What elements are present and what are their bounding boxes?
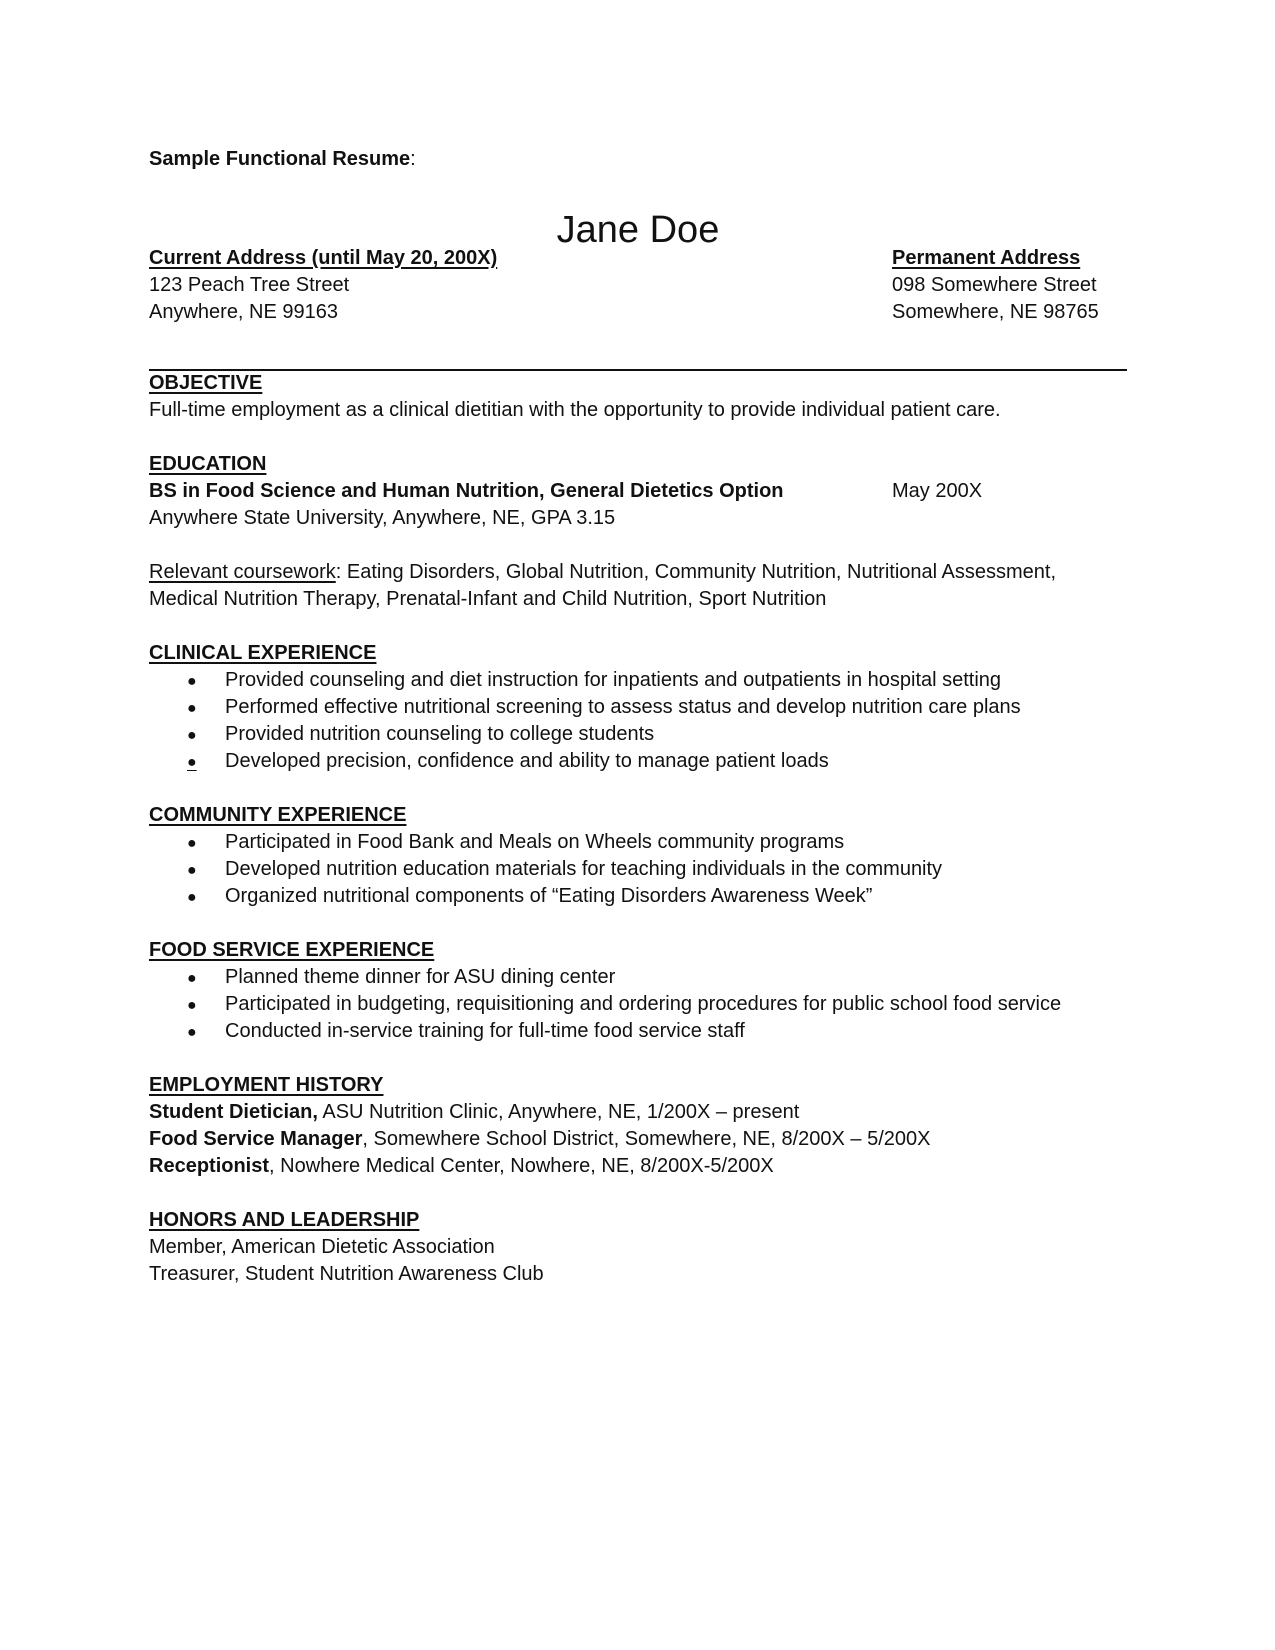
food-service-heading: FOOD SERVICE EXPERIENCE [149,939,435,961]
job-detail: , Somewhere School District, Somewhere, NE, 8/200X – 5/200X [362,1128,931,1150]
bullet-text: Provided nutrition counseling to college students [225,723,655,745]
bullet-text: Developed nutrition education materials for teaching individuals in the community [225,858,943,880]
list-item [187,694,1021,722]
current-address-heading: Current Address (until May 20, 200X) [149,247,498,269]
bullet-text: Conducted in-service training for full-time food service staff [225,1020,745,1042]
bullet-icon: ● [187,970,197,987]
list-item [187,1018,745,1046]
bullet-text: Developed precision, confidence and ability to manage patient loads [225,750,829,772]
list-item [187,964,615,992]
employment-heading: EMPLOYMENT HISTORY [149,1074,384,1096]
sample-label-line [149,146,416,172]
job-detail: ASU Nutrition Clinic, Anywhere, NE, 1/200X – present [317,1101,800,1123]
honors-item: Member, American Dietetic Association [149,1236,495,1258]
bullet-text: Provided counseling and diet instruction for inpatients and outpatients in hospital setting [225,669,1002,691]
bullet-text: Performed effective nutritional screening to assess status and develop nutrition care plans [225,696,1021,718]
permanent-address-line1: 098 Somewhere Street [892,274,1097,296]
permanent-address-heading: Permanent Address [892,247,1081,269]
list-item [187,991,1061,1019]
list-item [187,748,829,776]
list-item [187,856,942,884]
employment-row [149,1126,930,1152]
coursework-list-part1: : Eating Disorders, Global Nutrition, Community Nutrition, Nutritional Assessment, [335,561,1057,583]
current-address-line1: 123 Peach Tree Street [149,274,350,296]
bullet-icon: ● [187,889,197,906]
bullet-icon: ● [187,862,197,879]
bullet-text: Participated in budgeting, requisitioning and ordering procedures for public school food service [225,993,1062,1015]
education-date: May 200X [892,480,983,502]
bullet-text: Participated in Food Bank and Meals on Wheels community programs [225,831,845,853]
resume-page [149,0,1127,1650]
job-title: Receptionist [149,1155,270,1177]
education-degree: BS in Food Science and Human Nutrition, General Dietetics Option [149,480,784,502]
employment-row [149,1153,774,1179]
objective-heading: OBJECTIVE [149,372,263,394]
job-title: Food Service Manager [149,1128,363,1150]
bullet-icon: ● [187,754,197,771]
bullet-text: Planned theme dinner for ASU dining center [225,966,616,988]
education-heading: EDUCATION [149,453,267,475]
job-detail: , Nowhere Medical Center, Nowhere, NE, 8/200X-5/200X [269,1155,774,1177]
clinical-heading: CLINICAL EXPERIENCE [149,642,377,664]
job-title: Student Dietician, [149,1101,318,1123]
honors-item: Treasurer, Student Nutrition Awareness Club [149,1263,544,1285]
bullet-icon: ● [187,727,197,744]
current-address-line2: Anywhere, NE 99163 [149,301,339,323]
coursework-label: Relevant coursework [149,561,336,583]
list-item [187,667,1001,695]
bullet-text: Organized nutritional components of “Eating Disorders Awareness Week” [225,885,873,907]
bullet-icon: ● [187,673,197,690]
sample-colon: : [410,148,416,170]
objective-text: Full-time employment as a clinical dietitian with the opportunity to provide individual patient care. [149,399,1001,421]
employment-row [149,1099,799,1125]
coursework-line2: Medical Nutrition Therapy, Prenatal-Infant and Child Nutrition, Sport Nutrition [149,588,827,610]
coursework-line1 [149,559,1056,585]
header-divider [149,369,1127,371]
community-heading: COMMUNITY EXPERIENCE [149,804,407,826]
bullet-icon: ● [187,835,197,852]
list-item [187,721,654,749]
sample-label: Sample Functional Resume [149,148,411,170]
list-item [187,883,872,911]
list-item [187,829,844,857]
honors-heading: HONORS AND LEADERSHIP [149,1209,420,1231]
bullet-icon: ● [187,1024,197,1041]
candidate-name: Jane Doe [556,209,720,251]
permanent-address-line2: Somewhere, NE 98765 [892,301,1099,323]
bullet-icon: ● [187,700,197,717]
bullet-icon: ● [187,997,197,1014]
education-school: Anywhere State University, Anywhere, NE, GPA 3.15 [149,507,616,529]
